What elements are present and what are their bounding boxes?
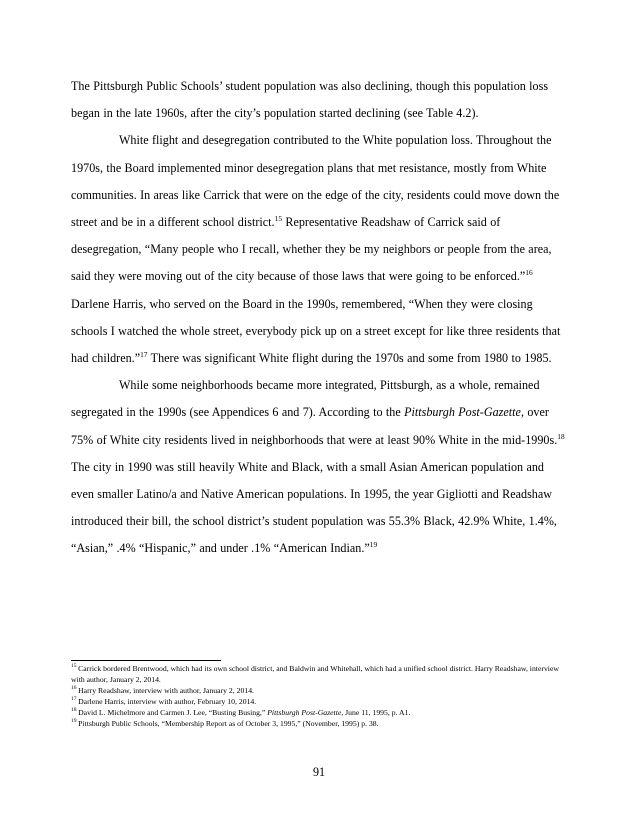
- text-run: , over 75% of White city residents lived in neighborhoods that were at least 90% White in the mid-1990s.: [71, 405, 558, 447]
- italic-title: Pittsburgh Post-Gazette: [267, 707, 342, 717]
- paragraph-p1: [71, 73, 568, 127]
- page-number: 91: [312, 765, 326, 779]
- footnote-marker-17: 17: [71, 696, 77, 703]
- text-run: There was significant White flight during the 1970s and some from 1980 to 1985.: [147, 351, 552, 366]
- footnote-marker-19: 19: [71, 717, 77, 724]
- paragraph-p3: [71, 372, 568, 562]
- text-run: , June 11, 1995, p. A1.: [341, 707, 411, 717]
- footnote-reference-19: 19: [369, 540, 378, 550]
- body-text-area: [71, 73, 568, 563]
- text-run: White flight and desegregation contributed to the White population loss. Throughout the 1970s, the Board implemented minor desegregation plans that met resistance, mostly from White communities. In areas like Carrick that were on the edge of the city, residents could move down the street and be in a different school district.: [71, 133, 560, 230]
- text-run: Darlene Harris, interview with author, February 10, 2014.: [78, 696, 257, 706]
- text-run: Carrick bordered Brentwood, which had its own school district, and Baldwin and Whitehall, which had a unified school district. Harry Readshaw, interview with author, January 2, 2014.: [71, 664, 559, 684]
- footnote-marker-16: 16: [71, 685, 77, 692]
- italic-title: Pittsburgh Post-Gazette: [404, 405, 521, 420]
- footnote-marker-18: 18: [71, 707, 77, 714]
- text-run: Representative Readshaw of Carrick said of desegregation, “Many people who I recall, whether they be my neighbors or people from the area, said they were moving out of the city because of those laws that were going to be enforced.”: [71, 215, 552, 284]
- footnote-list: [71, 664, 568, 729]
- text-run: The Pittsburgh Public Schools’ student population was also declining, though this population loss began in the late 1960s, after the city’s population started declining (see Table 4.2).: [71, 79, 549, 121]
- footnote-reference-17: 17: [140, 350, 148, 359]
- text-run: Darlene Harris, who served on the Board in the 1990s, remembered, “When they were closing schools I watched the whole street, everybody pick up on a street except for like three residents that had children.”: [71, 296, 561, 366]
- text-run: Harry Readshaw, interview with author, January 2, 2014.: [78, 685, 254, 695]
- footnote-separator-rule: [71, 660, 221, 661]
- paragraph-p2: [71, 127, 568, 372]
- footnote-reference-15: 15: [274, 213, 283, 223]
- footnote-marker-15: 15: [71, 663, 77, 670]
- footnote-18: [71, 708, 568, 719]
- text-run: While some neighborhoods became more integrated, Pittsburgh, as a whole, remained segregated in the 1990s (see Appendices 6 and 7). According to the: [71, 378, 540, 420]
- text-run: Pittsburgh Public Schools, “Membership Report as of October 3, 1995,” (November, 1995) p. 38.: [78, 718, 379, 728]
- text-run: The city in 1990 was still heavily White and Black, with a small Asian American population and even smaller Latino/a and Native American populations. In 1995, the year Gigliotti and Readshaw introduced their bill, the school district’s student population was 55.3% Black, 42.9% White, 1.4%, “Asian,” .4% “Hispanic,” and under .1% “American Indian.”: [71, 459, 557, 556]
- footnote-reference-16: 16: [525, 268, 533, 278]
- footnote-reference-18: 18: [557, 431, 565, 441]
- footnote-15: [71, 664, 568, 686]
- footnote-area: [71, 660, 568, 729]
- footnote-19: [71, 719, 568, 730]
- text-run: David L. Michelmore and Carmen J. Lee, “Busting Busing,”: [78, 707, 268, 717]
- footnote-17: [71, 697, 568, 708]
- footnote-16: [71, 686, 568, 697]
